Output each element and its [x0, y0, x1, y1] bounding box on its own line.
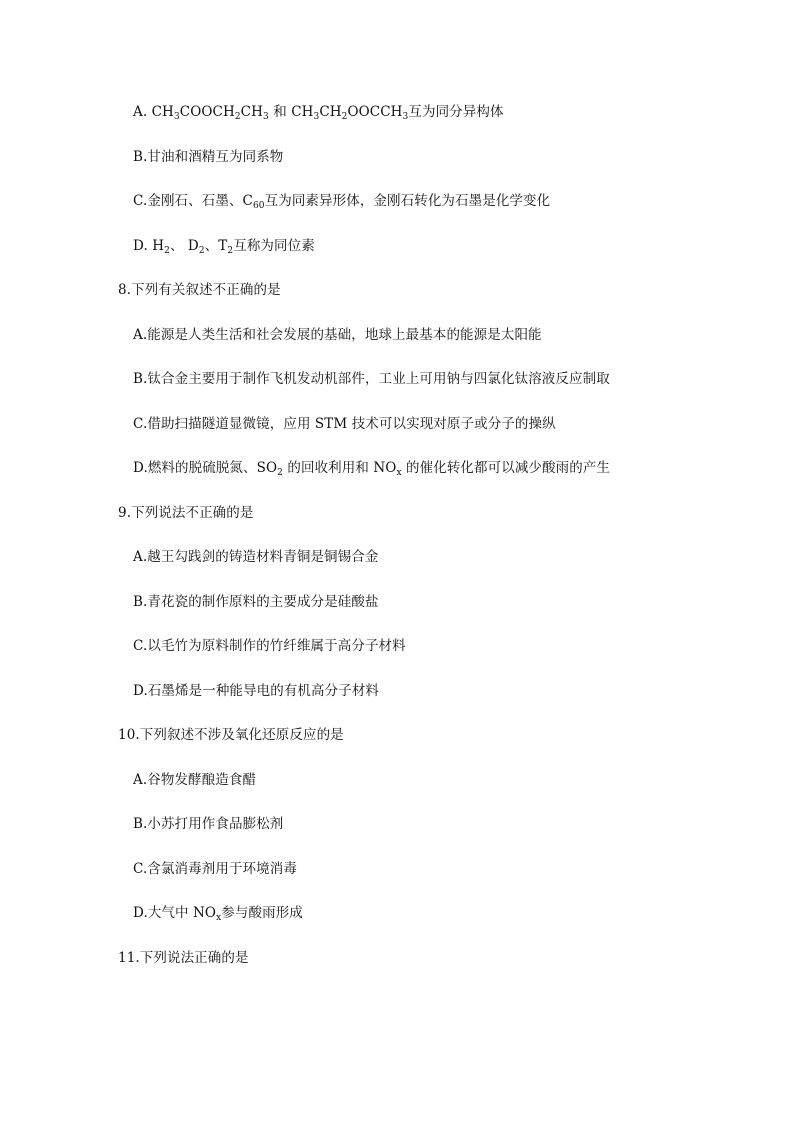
answer-option — [133, 904, 303, 922]
text-segment: A.谷物发酵酿造食醋 — [133, 771, 257, 788]
text-segment: 和 CH — [268, 104, 314, 120]
text-segment: COOCH — [179, 104, 235, 120]
question-stem — [118, 726, 344, 744]
subscript-text: 2 — [227, 245, 234, 256]
subscript-text: x — [216, 913, 222, 923]
text-segment: D.燃料的脱硫脱氮、SO — [133, 460, 278, 476]
text-segment: 8.下列有关叙述不正确的是 — [118, 282, 281, 298]
answer-option — [133, 682, 379, 700]
answer-option — [133, 815, 283, 833]
text-segment: 的回收利用和 NO — [282, 460, 397, 476]
answer-option — [133, 326, 542, 344]
text-segment: CH — [240, 104, 263, 120]
subscript-text: 2 — [198, 245, 205, 256]
text-segment: D.石墨烯是一种能导电的有机高分子材料 — [133, 682, 380, 699]
answer-option — [133, 771, 256, 789]
text-segment: 互为同素异形体，金刚石转化为石墨是化学变化 — [264, 193, 551, 209]
subscript-text: 3 — [402, 112, 409, 122]
answer-option — [133, 415, 556, 433]
text-segment: C.含氯消毒剂用于环境消毒 — [133, 860, 297, 877]
text-segment: D. H — [133, 237, 165, 254]
text-segment: C.借助扫描隧道显微镜，应用 STM 技术可以实现对原子或分子的操纵 — [133, 415, 556, 432]
text-segment: 9.下列说法不正确的是 — [118, 504, 254, 521]
answer-option — [133, 370, 610, 388]
answer-option — [133, 103, 504, 121]
text-segment: 11.下列说法正确的是 — [118, 949, 249, 966]
text-segment: CH — [319, 104, 342, 120]
text-segment: A. CH — [133, 104, 174, 120]
text-segment: C.以毛竹为原料制作的竹纤维属于高分子材料 — [133, 638, 406, 654]
subscript-text: 2 — [234, 112, 241, 122]
text-segment: 参与酸雨形成 — [221, 905, 303, 921]
text-segment: B.青花瓷的制作原料的主要成分是硅酸盐 — [133, 593, 379, 610]
answer-option — [133, 459, 610, 477]
text-segment: B.小苏打用作食品膨松剂 — [133, 816, 284, 832]
subscript-text: 2 — [277, 468, 283, 478]
text-segment: 、 D — [169, 237, 199, 254]
text-segment: OOCCH — [347, 104, 403, 120]
text-segment: A.越王勾践剑的铸造材料青铜是铜锡合金 — [133, 549, 379, 565]
subscript-text: 3 — [262, 112, 269, 122]
text-segment: D.大气中 NO — [133, 905, 217, 921]
text-segment: B.甘油和酒精互为同系物 — [133, 148, 284, 165]
question-stem — [118, 281, 281, 299]
subscript-text: 2 — [164, 245, 170, 256]
answer-option — [133, 593, 379, 611]
question-stem — [118, 504, 253, 522]
subscript-text: 60 — [252, 201, 265, 211]
subscript-text: 3 — [313, 112, 320, 122]
text-segment: A.能源是人类生活和社会发展的基础，地球上最基本的能源是太阳能 — [133, 326, 542, 343]
text-segment: 、T — [204, 237, 228, 254]
answer-option — [133, 548, 378, 566]
text-segment: C.金刚石、石墨、C — [133, 193, 253, 209]
text-segment: 10.下列叙述不涉及氧化还原反应的是 — [118, 727, 344, 743]
text-segment: 互称为同位素 — [233, 237, 315, 254]
text-segment: 互为同分异构体 — [408, 104, 504, 120]
answer-option — [133, 237, 315, 255]
question-stem — [118, 949, 249, 967]
answer-option — [133, 637, 406, 655]
subscript-text: x — [396, 468, 402, 478]
answer-option — [133, 860, 297, 878]
subscript-text: 2 — [341, 112, 348, 122]
answer-option — [133, 148, 283, 166]
subscript-text: 3 — [173, 112, 180, 122]
text-segment: B.钛合金主要用于制作飞机发动机部件，工业上可用钠与四氯化钛溶液反应制取 — [133, 371, 610, 387]
text-segment: 的催化转化都可以减少酸雨的产生 — [401, 460, 611, 476]
answer-option — [133, 192, 550, 210]
